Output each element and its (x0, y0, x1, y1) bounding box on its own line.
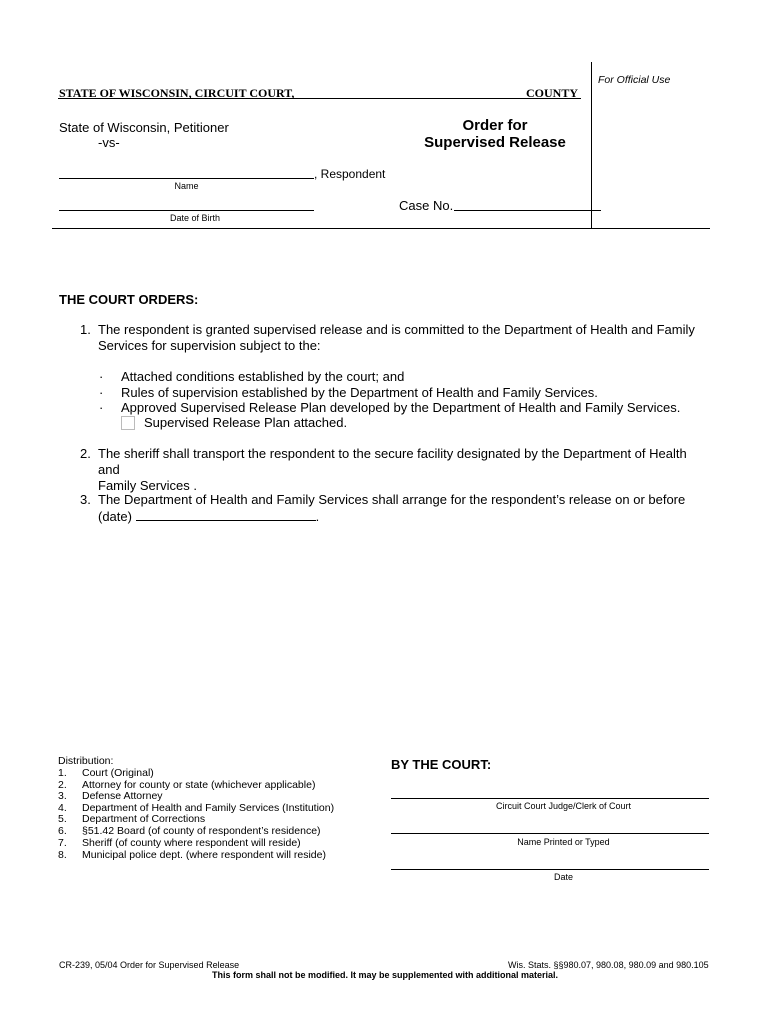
date-of-birth-field[interactable] (59, 210, 314, 211)
distribution-text: Municipal police dept. (where respondent will reside) (82, 849, 326, 861)
distribution-text: Attorney for county or state (whichever applicable) (82, 779, 316, 791)
distribution-number: 4. (58, 802, 67, 814)
distribution-text: Department of Health and Family Services (Institution) (82, 802, 335, 814)
date-of-birth-caption: Date of Birth (169, 213, 221, 223)
distribution-number: 5. (58, 813, 67, 825)
statute-citation: Wis. Stats. §§980.07, 980.08, 980.09 and 980.105 (508, 960, 709, 970)
order-item-3-line-2: (date) . (98, 509, 320, 524)
name-printed-field[interactable] (391, 833, 709, 834)
order-item-1-line-1: The respondent is granted supervised release and is committed to the Department of Health and Family (98, 322, 695, 337)
signature-date-caption: Date (553, 872, 573, 882)
distribution-text: Department of Corrections (82, 813, 206, 825)
county-label: COUNTY (526, 86, 579, 100)
plan-attached-checkbox[interactable] (121, 416, 135, 430)
plan-attached-label: Supervised Release Plan attached. (144, 415, 348, 430)
form-id: CR-239, 05/04 Order for Supervised Release (59, 960, 240, 970)
respondent-label: , Respondent (314, 167, 386, 181)
modification-notice: This form shall not be modified. It may be supplemented with additional material. (211, 970, 559, 980)
order-item-3-number: 3. (80, 492, 91, 507)
title-line-1: Order for (462, 117, 528, 134)
distribution-number: 2. (58, 779, 67, 791)
name-printed-caption: Name Printed or Typed (517, 837, 610, 847)
order-item-1-line-2: Services for supervision subject to the: (98, 338, 321, 353)
distribution-number: 6. (58, 825, 67, 837)
court-orders-heading: THE COURT ORDERS: (59, 292, 199, 307)
petitioner-label: State of Wisconsin, Petitioner (59, 120, 229, 135)
release-date-label: (date) (98, 509, 132, 524)
bullet-mark: · (99, 400, 104, 415)
release-date-field[interactable] (136, 508, 316, 521)
header-bottom-rule (52, 228, 710, 229)
distribution-text: §51.42 Board (of county of respondent’s residence) (82, 825, 321, 837)
condition-text-2: Rules of supervision established by the Department of Health and Family Services. (121, 385, 598, 400)
order-item-2-line-1: The sheriff shall transport the respondent to the secure facility designated by the Department of Health and (98, 446, 687, 477)
vs-label: -vs- (98, 135, 120, 150)
bullet-mark: · (99, 369, 104, 384)
order-item-3-line-1: The Department of Health and Family Services shall arrange for the respondent’s release on or before (98, 492, 686, 507)
order-item-2-number: 2. (80, 446, 91, 461)
bullet-mark: · (99, 385, 104, 400)
judge-signature-field[interactable] (391, 798, 709, 799)
order-item-2 (80, 446, 700, 494)
respondent-name-field[interactable] (59, 178, 314, 179)
distribution-number: 3. (58, 790, 67, 802)
distribution-heading: Distribution: (58, 755, 114, 767)
distribution-number: 1. (58, 767, 67, 779)
order-item-2-line-2: Family Services . (98, 478, 197, 493)
distribution-number: 7. (58, 837, 67, 849)
distribution-text: Defense Attorney (82, 790, 163, 802)
order-item-3 (80, 492, 700, 525)
condition-text-1: Attached conditions established by the court; and (121, 369, 405, 384)
case-no-label: Case No. (399, 198, 454, 213)
header-underline (58, 98, 581, 99)
by-the-court-label: BY THE COURT: (391, 757, 492, 772)
name-caption: Name (174, 181, 199, 191)
order-item-1 (80, 322, 700, 354)
document-title (400, 117, 590, 151)
title-line-2: Supervised Release (424, 134, 566, 151)
court-header: STATE OF WISCONSIN, CIRCUIT COURT, (59, 86, 295, 100)
order-item-1-number: 1. (80, 322, 91, 337)
official-use-divider (591, 62, 592, 229)
official-use-label: For Official Use (598, 74, 671, 86)
signature-date-field[interactable] (391, 869, 709, 870)
condition-text-3: Approved Supervised Release Plan developed by the Department of Health and Family Services. (121, 400, 681, 415)
distribution-number: 8. (58, 849, 67, 861)
distribution-text: Court (Original) (82, 767, 154, 779)
distribution-text: Sheriff (of county where respondent will reside) (82, 837, 301, 849)
judge-signature-caption: Circuit Court Judge/Clerk of Court (495, 801, 632, 811)
case-no-field[interactable] (454, 210, 601, 211)
